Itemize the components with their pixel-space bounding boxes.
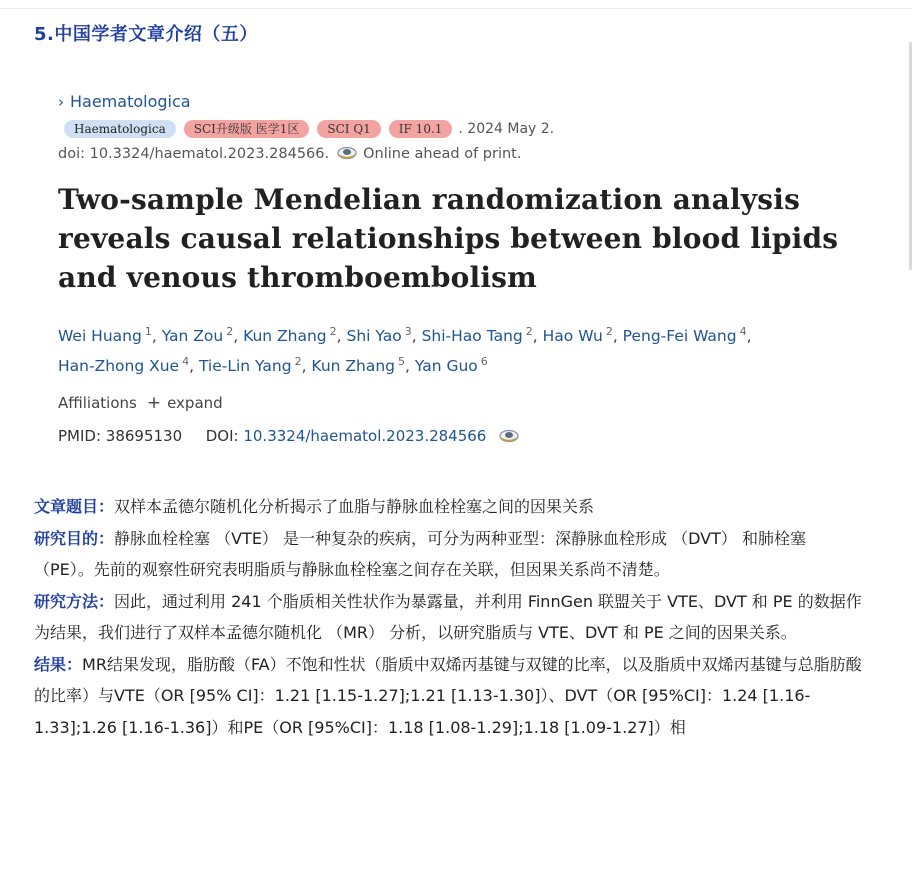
journal-badge: Haematologica (64, 120, 176, 138)
pmid-label: PMID: (58, 427, 102, 446)
author-affiliation-number[interactable]: 1 (144, 325, 152, 338)
author-separator: , (405, 357, 415, 376)
author-affiliation-number[interactable]: 2 (226, 325, 234, 338)
purpose-label: 研究目的： (34, 528, 115, 548)
summary-title-paragraph (34, 491, 864, 523)
author-separator: , (746, 327, 752, 346)
author-separator: , (532, 327, 543, 346)
author-separator: , (151, 327, 162, 346)
sci-quartile-badge: SCI Q1 (317, 120, 380, 138)
author-affiliation-number[interactable]: 4 (182, 355, 190, 369)
author-separator: , (336, 327, 347, 346)
affiliations-label: Affiliations (58, 394, 137, 413)
author-affiliation-number[interactable]: 3 (404, 325, 412, 338)
impact-factor-badge: IF 10.1 (389, 120, 453, 138)
author-affiliation-number[interactable]: 5 (398, 355, 405, 369)
identifiers-row (58, 427, 888, 445)
doi-text: doi: 10.3324/haematol.2023.284566. (58, 146, 330, 162)
journal-badges (58, 118, 888, 140)
author-link[interactable]: Yan Guo (414, 357, 478, 376)
author-separator: , (301, 357, 312, 376)
author-separator: , (189, 357, 199, 376)
author-link[interactable]: Tie-Lin Yang (198, 357, 292, 376)
author-list (58, 319, 888, 379)
author-link[interactable]: Hao Wu (542, 327, 603, 346)
author-affiliation-number[interactable]: 2 (294, 355, 302, 369)
author-link[interactable]: Shi-Hao Tang (421, 327, 523, 346)
results-text: MR结果发现，脂肪酸（FA）不饱和性状（脂质中双烯丙基键与双键的比率，以及脂质中双烯丙基键与总脂肪酸的比率）与VTE（OR [95% CI]：1.21 [1.15-1.27];1.21 [1.13-1.30]）、DVT（OR [95%CI]：1.24 [1.16-1.33];1.26 [1.16-1.36]）和PE（OR [95%CI]：1.18 [1.08-1.29];1.18 [1.09-1.27]）相 (34, 654, 862, 737)
author-affiliation-number[interactable]: 2 (329, 325, 337, 338)
sci-rank-badge: SCI升级版 医学1区 (184, 120, 310, 138)
purpose-text: 静脉血栓栓塞 （VTE） 是一种复杂的疾病，可分为两种亚型：深静脉血栓形成 （DVT） 和肺栓塞 （PE）。先前的观察性研究表明脂质与静脉血栓栓塞之间存在关联，但因果关系尚不清楚。 (34, 528, 806, 579)
chevron-right-icon: › (58, 93, 64, 111)
doi-link[interactable]: 10.3324/haematol.2023.284566 (243, 427, 487, 446)
doi-label: DOI: (205, 427, 239, 446)
pmid-value: 38695130 (105, 427, 183, 446)
author-link[interactable]: Wei Huang (58, 327, 142, 346)
author-link[interactable]: Peng-Fei Wang (622, 327, 737, 346)
author-link[interactable]: Han-Zhong Xue (58, 357, 180, 376)
pubmed-citation-card (58, 92, 888, 445)
methods-label: 研究方法： (34, 591, 115, 611)
article-summary (34, 491, 864, 743)
title-label: 文章题目： (34, 497, 115, 516)
author-link[interactable]: Kun Zhang (311, 357, 395, 376)
doi-line (58, 146, 888, 162)
author-link[interactable]: Kun Zhang (243, 327, 327, 346)
author-affiliation-number[interactable]: 2 (605, 325, 613, 338)
author-affiliation-number[interactable]: 6 (480, 355, 488, 369)
author-separator: , (612, 327, 623, 346)
online-ahead-note: Online ahead of print. (363, 146, 522, 162)
summary-purpose-paragraph (34, 523, 864, 586)
author-separator: , (233, 327, 244, 346)
author-link[interactable]: Yan Zou (161, 327, 224, 346)
expand-toggle[interactable]: expand (167, 394, 223, 413)
section-title: 5.中国学者文章介绍（五） (34, 24, 258, 45)
results-label: 结果： (34, 654, 83, 674)
affiliations-row (58, 393, 888, 413)
journal-link[interactable] (58, 92, 888, 112)
summary-results-paragraph (34, 649, 864, 744)
plus-icon[interactable]: + (146, 393, 162, 414)
author-affiliation-number[interactable]: 4 (739, 325, 747, 338)
author-affiliation-number[interactable]: 2 (525, 325, 533, 338)
top-divider (0, 8, 912, 9)
methods-text: 因此，通过利用 241 个脂质相关性状作为暴露量，并利用 FinnGen 联盟关于 VTE、DVT 和 PE 的数据作为结果，我们进行了双样本孟德尔随机化 （MR） 分析，以研究脂质与 VTE、DVT 和 PE 之间的因果关系。 (34, 591, 862, 642)
author-link[interactable]: Shi Yao (346, 327, 402, 346)
title-text: 双样本孟德尔随机化分析揭示了血脂与静脉血栓栓塞之间的因果关系 (114, 497, 595, 516)
easyscholar-eye-icon[interactable] (337, 146, 357, 160)
author-separator: , (411, 327, 422, 346)
summary-methods-paragraph (34, 586, 864, 649)
journal-link-label: Haematologica (70, 92, 191, 111)
publication-date: . 2024 May 2. (458, 121, 555, 137)
easyscholar-eye-icon[interactable] (499, 429, 519, 443)
article-title: Two-sample Mendelian randomization analysis reveals causal relationships between blood lipids and venous thromboembolism (58, 183, 839, 294)
